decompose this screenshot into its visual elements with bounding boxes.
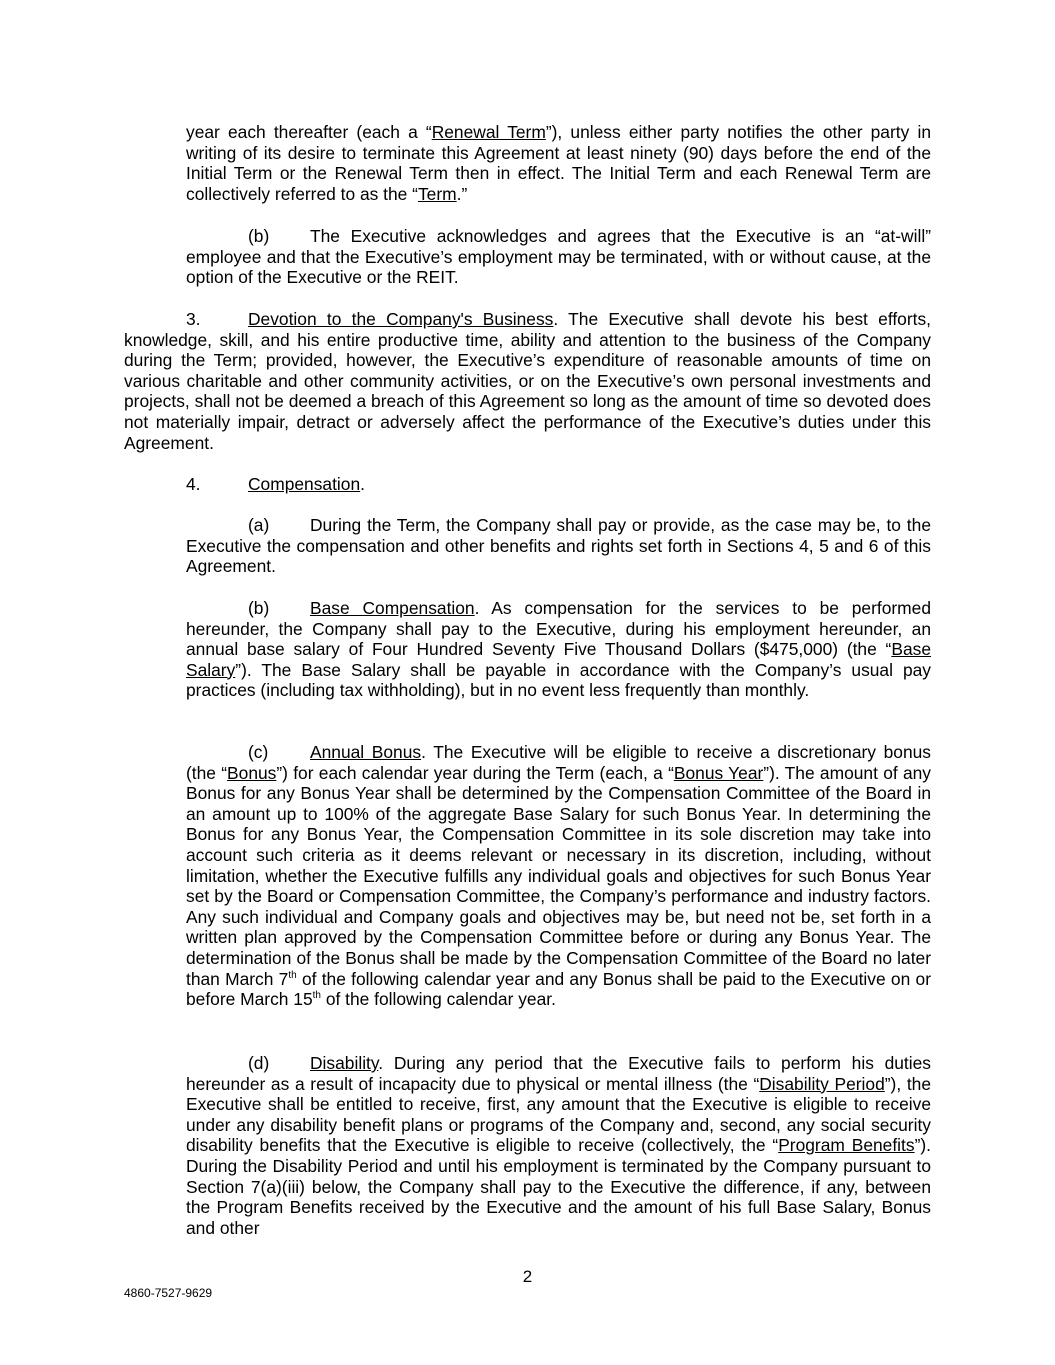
paragraph-renewal-term [186, 122, 931, 204]
section-heading: Devotion to the Company's Business [248, 309, 554, 329]
section-4-heading [186, 474, 931, 495]
text: of the following calendar year and any Bonus shall be paid to the Executive on or before March 15 [186, 968, 931, 1010]
section-number: 3. [186, 309, 201, 329]
text: The Executive acknowledges and agrees that the Executive is an “at-will” employee and that the Executive’s employment may be terminated, with or without cause, at the option of the Executive or the REIT. [186, 226, 931, 288]
section-4d [186, 1053, 931, 1238]
defined-term-base-salary: Base Salary [186, 639, 931, 680]
clause-label: (a) [248, 515, 270, 535]
page-number: 2 [522, 1267, 533, 1286]
text: .” [456, 183, 468, 204]
text: ”). The amount of any Bonus for any Bonus Year shall be determined by the Compensation Committee of the Board in an amount up to 100% of the aggregate Base Salary for such Bonus Year. In determining the Bonus for any Bonus Year, the Compensation Committee in its sole discretion may take into account such criteria as it deems relevant or necessary in its discretion, including, without limitation, whether the Executive fulfills any individual goals and objectives for such Bonus Year set by the Board or Compensation Committee, the Company’s performance and industry factors. Any such individual and Company goals and objectives may be, but need not be, set forth in a written plan approved by the Compensation Committee before or during any Bonus Year. The determination of the Bonus shall be made by the Compensation Committee of the Board no later than March 7 [186, 762, 932, 989]
section-number: 4. [186, 474, 201, 494]
text: During the Term, the Company shall pay or provide, as the case may be, to the Executive the compensation and other benefits and rights set forth in Sections 4, 5 and 6 of this Agreement. [186, 515, 931, 577]
text: ”). The Base Salary shall be payable in accordance with the Company’s usual pay practices (including tax withholding), but in no event less frequently than monthly. [186, 659, 931, 701]
section-4c [186, 742, 931, 1010]
paragraph-2b [186, 226, 931, 288]
superscript: th [312, 990, 321, 1002]
clause-heading: Base Compensation [310, 598, 475, 618]
section-3 [124, 309, 931, 453]
document-id: 4860-7527-9629 [124, 1286, 213, 1300]
clause-label: (c) [248, 742, 269, 762]
defined-term-term: Term [417, 183, 457, 204]
text: ”), unless either party notifies the other party in writing of its desire to terminate this Agreement at least ninety (90) days before the end of the Initial Term or the Renewal Term then in effect. The Initial Term and each Renewal Term are collectively referred to as the “ [186, 122, 931, 204]
defined-term-disability-period: Disability Period [759, 1073, 885, 1094]
text: ”). During the Disability Period and until his employment is terminated by the Company pursuant to Section 7(a)(iii) below, the Company shall pay to the Executive the difference, if any, between the Program Benefits received by the Executive and the amount of his full Base Salary, Bonus and other [186, 1135, 931, 1238]
text: . As compensation for the services to be performed hereunder, the Company shall pay to the Executive, during his employment hereunder, an annual base salary of Four Hundred Seventy Five Thousand Dollars ($475,000) (the “ [186, 598, 932, 660]
clause-heading: Disability [310, 1053, 379, 1073]
clause-label: (d) [248, 1053, 270, 1073]
defined-term-bonus-year: Bonus Year [673, 762, 764, 783]
section-4a [186, 515, 931, 577]
superscript: th [288, 969, 297, 981]
clause-label: (b) [248, 226, 270, 246]
text: . [360, 474, 365, 494]
defined-term-renewal-term: Renewal Term [431, 122, 546, 142]
clause-heading: Annual Bonus [310, 742, 422, 762]
section-heading: Compensation [248, 474, 361, 494]
text: of the following calendar year. [320, 989, 556, 1010]
text: . The Executive shall devote his best efforts, knowledge, skill, and his entire productive time, ability and attention to the business of the Company during the Term; provided, however, the Executive’s expenditure of reasonable amounts of time on various charitable and other community activities, or on the Executive’s own personal investments and projects, shall not be deemed a breach of this Agreement so long as the amount of time so devoted does not materially impair, detract or adversely affect the performance of the Executive’s duties under this Agreement. [124, 309, 931, 453]
text: ”) for each calendar year during the Term (each, a “ [276, 762, 674, 783]
defined-term-program-benefits: Program Benefits [778, 1135, 915, 1156]
text: year each thereafter (each a “ [186, 122, 432, 142]
defined-term-bonus: Bonus [227, 762, 277, 783]
text: . The Executive will be eligible to receive a discretionary bonus (the “ [186, 742, 932, 783]
clause-label: (b) [248, 598, 270, 618]
text: . During any period that the Executive fails to perform his duties hereunder as a result of incapacity due to physical or mental illness (the “ [186, 1053, 931, 1094]
section-4b [186, 598, 931, 701]
text: ”), the Executive shall be entitled to receive, first, any amount that the Executive is eligible to receive under any disability benefit plans or programs of the Company and, second, any social security disability benefits that the Executive is eligible to receive (collectively, the “ [186, 1073, 932, 1156]
